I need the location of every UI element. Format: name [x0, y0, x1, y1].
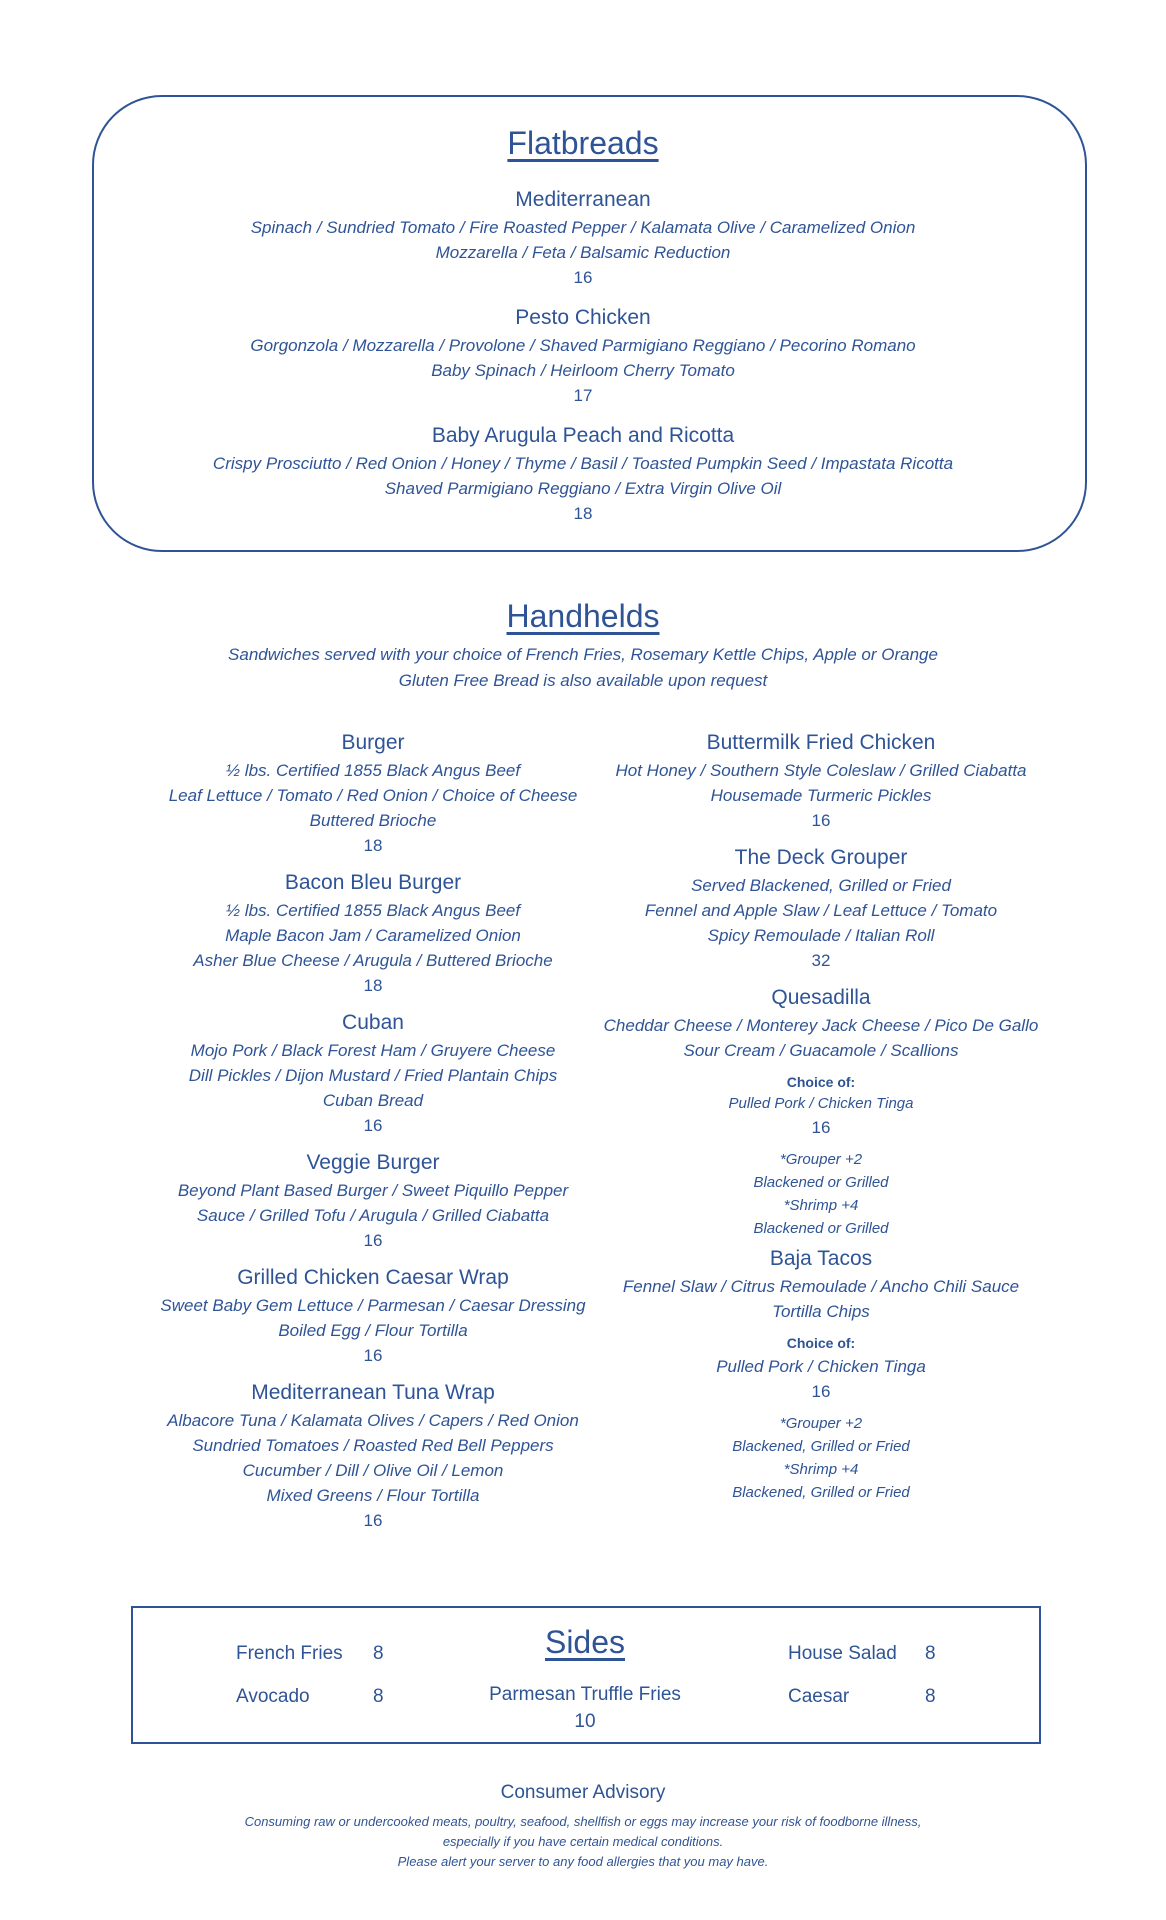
item-name: Bacon Bleu Burger [284, 871, 462, 894]
item-description: Mozzarella / Feta / Balsamic Reduction [435, 243, 731, 262]
side-price: 10 [574, 1711, 596, 1732]
side-price: 8 [373, 1643, 384, 1664]
item-description: Maple Bacon Jam / Caramelized Onion [225, 926, 521, 945]
menu-item [148, 868, 598, 998]
item-price: 32 [811, 951, 831, 970]
menu-item [598, 1244, 1044, 1504]
choice-options: Pulled Pork / Chicken Tinga [716, 1357, 926, 1376]
item-description: Sauce / Grilled Tofu / Arugula / Grilled Ciabatta [196, 1206, 550, 1225]
item-name: Baja Tacos [769, 1247, 873, 1270]
item-description: Beyond Plant Based Burger / Sweet Piquillo Pepper [177, 1181, 569, 1200]
menu-item [598, 728, 1044, 833]
item-description: Gorgonzola / Mozzarella / Provolone / Shaved Parmigiano Reggiano / Pecorino Romano [250, 336, 916, 355]
item-description: Fennel Slaw / Citrus Remoulade / Ancho Chili Sauce [622, 1277, 1020, 1296]
item-price: 18 [363, 836, 383, 855]
item-description: Served Blackened, Grilled or Fried [691, 876, 951, 895]
item-name: Burger [341, 731, 405, 754]
item-description: Spinach / Sundried Tomato / Fire Roasted Pepper / Kalamata Olive / Caramelized Onion [250, 218, 916, 237]
advisory-text: especially if you have certain medical conditions. [442, 1834, 724, 1849]
item-description: Tortilla Chips [772, 1302, 870, 1321]
item-name: Cuban [342, 1011, 404, 1034]
item-description: Cucumber / Dill / Olive Oil / Lemon [242, 1461, 504, 1480]
menu-item [0, 185, 1166, 290]
menu-item [598, 983, 1044, 1240]
item-name: Baby Arugula Peach and Ricotta [431, 424, 735, 447]
item-description: Dill Pickles / Dijon Mustard / Fried Plantain Chips [188, 1066, 558, 1085]
addon-line: *Shrimp +4 [783, 1197, 859, 1214]
item-price: 18 [363, 976, 383, 995]
item-description: Cuban Bread [322, 1091, 424, 1110]
menu-item [148, 1008, 598, 1138]
item-price: 16 [363, 1346, 383, 1365]
item-price: 16 [363, 1511, 383, 1530]
item-description: Leaf Lettuce / Tomato / Red Onion / Choice of Cheese [168, 786, 578, 805]
side-name: Parmesan Truffle Fries [489, 1684, 681, 1705]
advisory-text: Consuming raw or undercooked meats, poultry, seafood, shellfish or eggs may increase your risk of foodborne illness, [244, 1814, 922, 1829]
item-description: Buttered Brioche [309, 811, 437, 830]
handhelds-title: Handhelds [506, 598, 660, 634]
side-name: House Salad [788, 1643, 897, 1664]
item-description: Spicy Remoulade / Italian Roll [707, 926, 935, 945]
addon-list [598, 1148, 1044, 1240]
menu-item [148, 1148, 598, 1253]
item-name: The Deck Grouper [734, 846, 908, 869]
item-description: Baby Spinach / Heirloom Cherry Tomato [431, 361, 735, 380]
item-description: Fennel and Apple Slaw / Leaf Lettuce / Tomato [644, 901, 998, 920]
item-name: Mediterranean Tuna Wrap [251, 1381, 495, 1404]
addon-line: Blackened or Grilled [753, 1220, 889, 1237]
item-description: Albacore Tuna / Kalamata Olives / Capers / Red Onion [167, 1411, 579, 1430]
item-name: Pesto Chicken [515, 306, 651, 329]
item-description: Housemade Turmeric Pickles [710, 786, 932, 805]
side-name: Caesar [788, 1686, 850, 1707]
menu-item [0, 303, 1166, 408]
choice-heading: Choice of: [786, 1074, 856, 1090]
item-description: Shaved Parmigiano Reggiano / Extra Virgin Olive Oil [384, 479, 782, 498]
menu-item [0, 421, 1166, 526]
item-price: 16 [811, 1118, 831, 1137]
addon-line: *Grouper +2 [779, 1151, 863, 1168]
item-price: 16 [573, 268, 593, 287]
handhelds-subtitle: Gluten Free Bread is also available upon request [398, 671, 768, 690]
item-description: Sour Cream / Guacamole / Scallions [683, 1041, 959, 1060]
item-price: 18 [573, 504, 593, 523]
item-description: Sweet Baby Gem Lettuce / Parmesan / Caesar Dressing [160, 1296, 586, 1315]
item-description: Mojo Pork / Black Forest Ham / Gruyere Cheese [190, 1041, 556, 1060]
item-name: Quesadilla [771, 986, 871, 1009]
side-name: French Fries [236, 1643, 343, 1664]
addon-line: Blackened or Grilled [753, 1174, 889, 1191]
item-description: ½ lbs. Certified 1855 Black Angus Beef [225, 901, 521, 920]
choice-options: Pulled Pork / Chicken Tinga [728, 1095, 914, 1112]
addon-list [598, 1412, 1044, 1504]
item-name: Mediterranean [515, 188, 651, 211]
item-price: 16 [811, 1382, 831, 1401]
item-description: Hot Honey / Southern Style Coleslaw / Grilled Ciabatta [615, 761, 1027, 780]
item-price: 16 [811, 811, 831, 830]
side-price: 8 [925, 1686, 936, 1707]
item-description: Sundried Tomatoes / Roasted Red Bell Peppers [192, 1436, 554, 1455]
menu-item [148, 1263, 598, 1368]
menu-item [598, 843, 1044, 973]
addon-line: *Shrimp +4 [783, 1461, 859, 1478]
item-name: Buttermilk Fried Chicken [706, 731, 936, 754]
item-description: Crispy Prosciutto / Red Onion / Honey / Thyme / Basil / Toasted Pumpkin Seed / Impastata Ricotta [212, 454, 954, 473]
item-price: 16 [363, 1116, 383, 1135]
item-description: Mixed Greens / Flour Tortilla [266, 1486, 480, 1505]
side-name: Avocado [236, 1686, 310, 1707]
addon-line: *Grouper +2 [779, 1415, 863, 1432]
side-price: 8 [925, 1643, 936, 1664]
sides-title: Sides [544, 1624, 626, 1660]
advisory-text: Please alert your server to any food allergies that you may have. [397, 1854, 769, 1869]
menu-item [148, 728, 598, 858]
item-price: 16 [363, 1231, 383, 1250]
choice-heading: Choice of: [786, 1335, 856, 1351]
item-description: Asher Blue Cheese / Arugula / Buttered Brioche [193, 951, 553, 970]
flatbreads-list [0, 185, 1166, 544]
item-name: Veggie Burger [306, 1151, 440, 1174]
item-description: Boiled Egg / Flour Tortilla [278, 1321, 468, 1340]
addon-line: Blackened, Grilled or Fried [732, 1438, 910, 1455]
advisory-title: Consumer Advisory [500, 1782, 666, 1803]
menu-item [148, 1378, 598, 1533]
side-price: 8 [373, 1686, 384, 1707]
item-description: ½ lbs. Certified 1855 Black Angus Beef [225, 761, 521, 780]
addon-line: Blackened, Grilled or Fried [732, 1484, 910, 1501]
flatbreads-title: Flatbreads [507, 125, 659, 161]
handhelds-left-column [148, 728, 598, 1551]
item-description: Cheddar Cheese / Monterey Jack Cheese / Pico De Gallo [603, 1016, 1039, 1035]
item-name: Grilled Chicken Caesar Wrap [237, 1266, 509, 1289]
item-price: 17 [573, 386, 593, 405]
handhelds-subtitle: Sandwiches served with your choice of French Fries, Rosemary Kettle Chips, Apple or Orange [228, 645, 938, 664]
handhelds-right-column [598, 728, 1044, 1522]
